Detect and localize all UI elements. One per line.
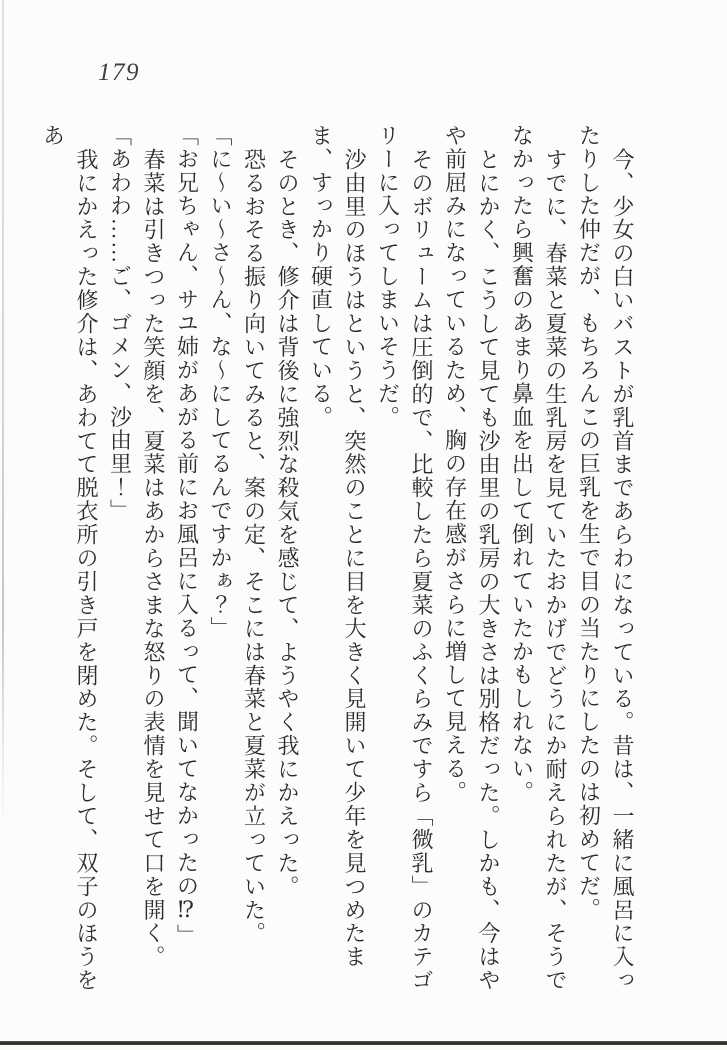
narration-paragraph: 恐るおそる振り向いてみると、案の定、そこには春菜と夏菜が立っていた。 [241, 147, 267, 945]
narration-paragraph: 沙由里のほうはというと、突然のことに目を大きく見開いて少年を見つめたまま、すっかり硬直している。 [308, 124, 367, 969]
narration-paragraph: すでに、春菜と夏菜の生乳房を見ていたおかげでどうにか耐えられたが、そうでなかったら興奮のあまり鼻血を出して倒れていたかもしれない。 [509, 124, 568, 992]
narration-paragraph: そのボリュームは圧倒的で、比較したら夏菜のふくらみですら「微乳」のカテゴリーに入ってしまいそうだ。 [375, 124, 434, 992]
narration-paragraph: そのとき、修介は背後に強烈な殺気を感じて、ようやく我にかえった。 [275, 147, 300, 898]
dialogue-paragraph: 「お兄ちゃん、サユ姉があがる前にお風呂に入るって、聞いてなかったの⁉」 [174, 124, 200, 948]
text-block [36, 124, 639, 1014]
narration-paragraph: 春菜は引きつった笑顔を、夏菜はあからさまな怒りの表情を見せて口を開く。 [141, 147, 166, 969]
narration-paragraph: 今、少女の白いバストが乳首まであらわになっている。昔は、一緒に風呂に入ったりした仲だが、もちろんこの巨乳を生で目の当たりにしたのは初めてだ。 [576, 124, 635, 992]
page-number: 179 [98, 59, 140, 86]
dialogue-paragraph: 「に〜い〜さ〜ん、な〜にしてるんですかぁ？」 [208, 124, 233, 640]
page-left-edge-shadow [2, 0, 4, 1038]
narration-paragraph: 我にかえった修介は、あわてて脱衣所の引き戸を閉めた。そして、双子のほうをあ [40, 124, 99, 992]
narration-paragraph: とにかく、こうして見ても沙由里の乳房の大きさは別格だった。しかも、今はやや前屈みになっているため、胸の存在感がさらに増して見える。 [442, 124, 501, 992]
page-bottom-edge [0, 1041, 727, 1045]
dialogue-paragraph: 「あわわ……ご、ゴメン、沙由里！」 [107, 124, 133, 523]
